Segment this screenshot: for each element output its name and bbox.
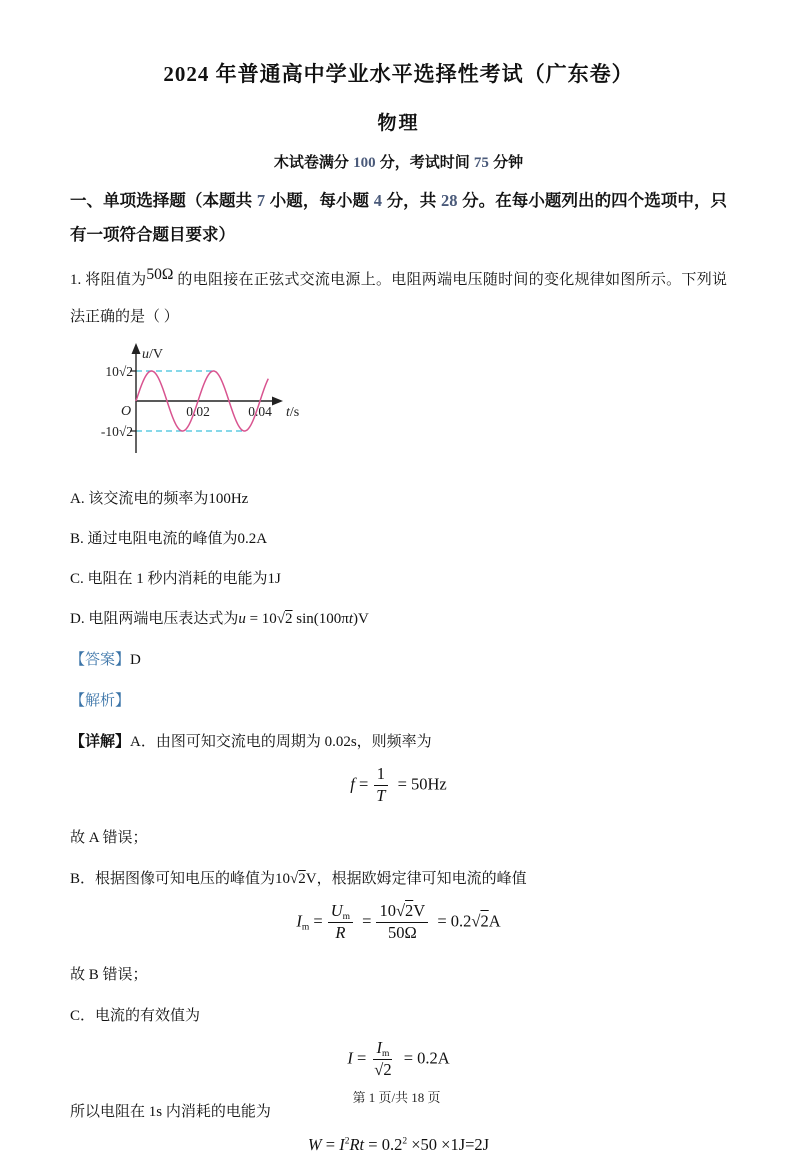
y-tick-label-bottom: -10√2 — [100, 423, 133, 439]
formula-peak-current — [70, 902, 727, 943]
option-b: B. 通过电阻电流的峰值为0.2A — [70, 530, 268, 547]
option-a: A. 该交流电的频率为100Hz — [70, 490, 249, 507]
formula-i-lhs: I — [347, 1048, 353, 1067]
y-axis-label: u/V — [142, 346, 163, 362]
formula-i-num: I — [376, 1037, 382, 1057]
question-1-stem: 1. 将阻值为50Ω 的电阻接在正弦式交流电源上。电阻两端电压随时间的变化规律如图所示。下列说法正确的是（ ） — [70, 265, 727, 326]
formula-im-den1: R — [335, 922, 346, 942]
formula-f-denominator: T — [376, 785, 386, 805]
formula-im-den2: 50Ω — [387, 922, 417, 942]
exam-title: 2024 年普通高中学业水平选择性考试（广东卷） — [163, 62, 634, 86]
detail-line-c: C．电流的有效值为 — [70, 1007, 201, 1024]
formula-f-numerator: 1 — [374, 765, 388, 786]
subject-title: 物理 — [377, 113, 420, 134]
option-c: C. 电阻在 1 秒内消耗的电能为1J — [70, 570, 281, 587]
x-axis-label: t/s — [286, 404, 300, 420]
conclusion-a: 故 A 错误； — [70, 829, 148, 846]
formula-f-lhs: f — [350, 774, 355, 794]
formula-im-num2: 10√2V — [376, 902, 428, 923]
formula-im-num1-sub: m — [342, 911, 351, 922]
y-axis-arrow-icon — [132, 343, 141, 354]
detail-line-a: 【详解】A．由图可知交流电的周期为 0.02s，则频率为 — [70, 732, 432, 750]
formula-i-eq: = — [356, 1048, 367, 1067]
formula-im-lhs: I — [296, 911, 302, 931]
formula-energy: $W = I^2Rt = 0.2^2 \times 50 \times 1J=2J$ — [307, 1134, 490, 1154]
formula-f-eq: = — [358, 774, 369, 794]
detail-line-b: B．根据图像可知电压的峰值为10√2V，根据欧姆定律可知电流的峰值 — [70, 870, 527, 887]
formula-rms-current — [70, 1039, 727, 1080]
formula-im-fraction2 — [376, 902, 428, 943]
exam-info: 木试卷满分 100 分，考试时间 75 分钟 — [273, 154, 524, 171]
x-tick-label-002: 0.02 — [186, 403, 210, 419]
formula-f-result: = 50Hz — [397, 774, 447, 794]
origin-label: O — [121, 403, 132, 419]
formula-im-num1: U — [330, 900, 343, 920]
y-tick-label-top: 10√2 — [105, 363, 133, 379]
formula-im-fraction1 — [328, 902, 353, 943]
conclusion-b: 故 B 错误； — [70, 966, 148, 983]
formula-frequency — [70, 765, 727, 806]
graph-svg — [84, 341, 344, 463]
formula-i-result: = 0.2A — [403, 1048, 450, 1067]
answer-line: 【答案】D — [70, 651, 141, 668]
voltage-time-graph — [84, 341, 727, 468]
detail-line-energy: 所以电阻在 1s 内消耗的电能为 — [70, 1103, 271, 1120]
formula-i-den: √2 — [374, 1059, 392, 1079]
formula-i-num-sub: m — [381, 1048, 390, 1059]
formula-im-eq1: = — [313, 911, 323, 931]
option-d: D. 电阻两端电压表达式为u = 10√2 sin(100πt)V — [70, 610, 369, 627]
formula-im-result: = 0.2√2A — [437, 911, 501, 931]
x-axis-arrow-icon — [272, 396, 283, 405]
x-tick-label-004: 0.04 — [248, 403, 272, 419]
formula-im-lhs-sub: m — [301, 922, 310, 933]
formula-f-fraction — [373, 765, 388, 806]
section-heading: 一、单项选择题（本题共 7 小题，每小题 4 分，共 28 分。在每小题列出的四个选项中，只有一项符合题目要求） — [70, 191, 728, 244]
page-footer: 第 1 页/共 18 页 — [352, 1090, 441, 1105]
analysis-label: 【解析】 — [70, 692, 131, 709]
formula-im-eq2: = — [362, 911, 372, 931]
formula-i-fraction — [371, 1039, 394, 1080]
